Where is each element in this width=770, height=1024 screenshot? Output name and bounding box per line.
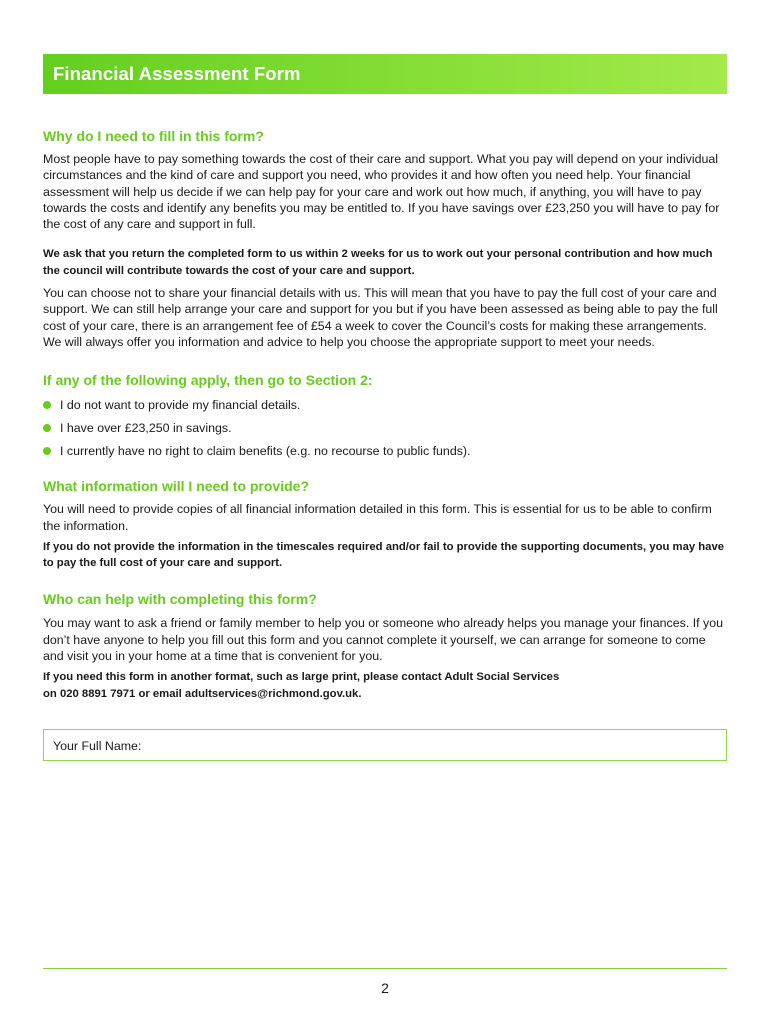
bullet-dot-icon: [43, 424, 51, 432]
full-name-label: Your Full Name:: [53, 738, 142, 753]
list-item-text: I do not want to provide my financial details.: [60, 398, 301, 413]
page-number: 2: [381, 980, 389, 996]
list-item-text: I currently have no right to claim benefits (e.g. no recourse to public funds).: [60, 444, 471, 459]
list-item: [43, 420, 727, 436]
why-intro-paragraph: Most people have to pay something towards the cost of their care and support. What you pay will depend on your individual circumstances and the kind of care and support you need, who provides it and how often you need help. Your financial assessment will help us decide if we can help pay for your care and work out how much, if anything, you will have to pay towards the costs and identify any benefits you may be entitled to. If you have savings over £23,250 you will have to pay for the cost of any care and support in full.: [43, 152, 720, 232]
form-page: [43, 54, 727, 761]
help-paragraph: You may want to ask a friend or family member to help you or someone who already helps you manage your finances. If you don’t have anyone to help you fill out this form and you cannot complete it yourself, we can arrange for someone to come and visit you in your home at a time that is convenient for you.: [43, 616, 724, 664]
bullet-dot-icon: [43, 401, 51, 409]
list-item: [43, 397, 727, 413]
list-item-text: I have over £23,250 in savings.: [60, 421, 232, 436]
list-item: [43, 443, 727, 459]
section-heading-apply: If any of the following apply, then go to Section 2:: [43, 372, 373, 389]
missing-documents-warning: If you do not provide the information in the timescales required and/or fail to provide the supporting documents, you may have to pay the full cost of your care and support.: [43, 540, 725, 570]
contact-notice: [43, 669, 727, 702]
full-name-field[interactable]: [43, 729, 727, 761]
title-banner: [43, 54, 727, 94]
page-title: Financial Assessment Form: [53, 63, 301, 84]
footer-divider: [43, 968, 727, 969]
contact-line-1: If you need this form in another format, such as large print, please contact Adult Social Services: [43, 671, 560, 684]
opt-out-paragraph: You can choose not to share your financial details with us. This will mean that you have to pay the full cost of your care and support. We can still help arrange your care and support for you but if you have been assessed as being able to pay the full cost of your care, there is an arrangement fee of £54 a week to cover the Council’s costs for making these arrangements. We will always offer you information and advice to help you choose the appropriate support to meet your needs.: [43, 286, 718, 349]
info-paragraph: You will need to provide copies of all financial information detailed in this form. This is essential for us to be able to confirm the information.: [43, 502, 712, 533]
section-heading-info: What information will I need to provide?: [43, 478, 309, 495]
apply-conditions-list: [43, 397, 727, 459]
return-deadline-notice: We ask that you return the completed form to us within 2 weeks for us to work out your personal contribution and how much the council will contribute towards the cost of your care and support.: [43, 248, 713, 277]
section-heading-why: Why do I need to fill in this form?: [43, 128, 264, 144]
section-heading-help: Who can help with completing this form?: [43, 591, 317, 608]
contact-line-2: on 020 8891 7971 or email adultservices@richmond.gov.uk.: [43, 687, 362, 700]
bullet-dot-icon: [43, 447, 51, 455]
